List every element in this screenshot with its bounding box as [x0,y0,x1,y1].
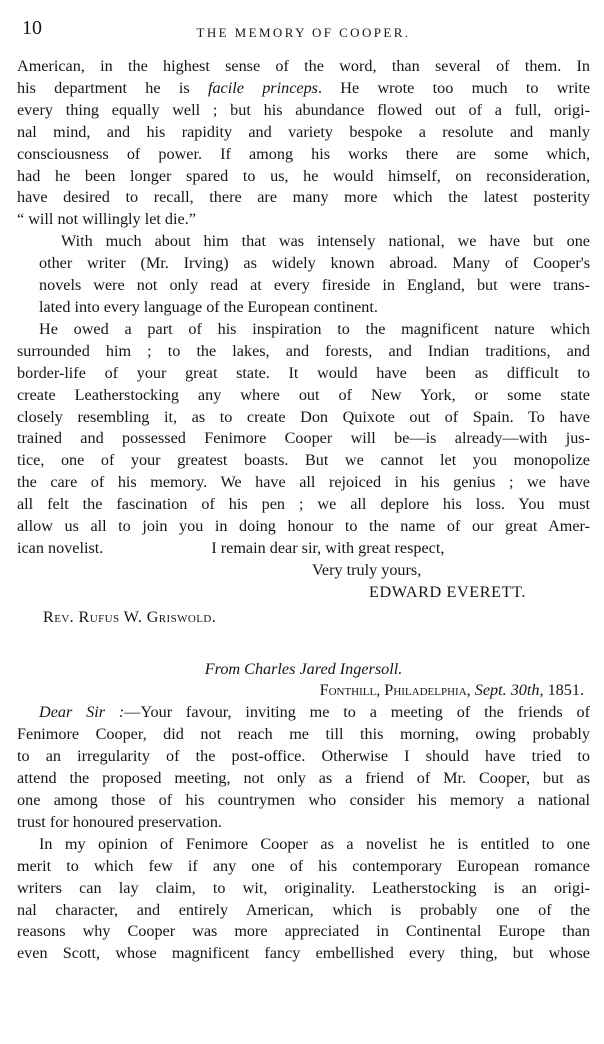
text-line: consciousness of power. If among his works there are some which, [17,144,590,163]
addressee: Rev. Rufus W. Griswold. [43,607,217,626]
letter-everett [17,56,590,629]
text-line: closely resembling it, as to create Don Quixote out of Spain. To have [17,407,590,426]
text-line-salutation [17,702,590,724]
text-line: border-life of your great state. It would have been as difficult to [17,363,590,382]
text-line: American, in the highest sense of the word, than several of them. In [17,57,590,75]
text-line: trained and possessed Fenimore Cooper will be—is already—with jus- [17,429,590,448]
text-line: tice, one of your greatest boasts. But we cannot let you monopolize [17,451,590,470]
paragraph-irving [17,231,590,319]
text-line: nal mind, and his rapidity and variety bespoke a resolute and manly [17,122,590,141]
text-line: With much about him that was intensely national, we have but one [61,232,590,251]
text-line: trust for honoured preservation. [17,812,222,831]
dateline-place: Fonthill, Philadelphia, [319,681,471,700]
letter-ingersoll [17,659,590,966]
paragraph-inspiration [17,319,590,560]
paragraph-favour [17,702,590,833]
running-title: THE MEMORY OF COOPER. [196,25,411,40]
text-line: all felt the fascination of his pen ; we all deplore his loss. You must [17,495,590,514]
dateline-year: 1851. [547,681,584,700]
text-line: writers can lay claim, to wit, originality. Leatherstocking is an origi- [17,878,590,897]
text-line-final [17,538,590,560]
text-line: every thing equally well ; but his abundance flowed out of a full, origi- [17,100,590,119]
text-line: even Scott, whose magnificent fancy embellished every thing, but whose [17,944,590,963]
page-header [17,17,590,46]
text-line: In my opinion of Fenimore Cooper as a novelist he is entitled to one [39,834,590,853]
text-line: create Leatherstocking any where out of New York, or some state [17,385,590,404]
text-line: Fenimore Cooper, did not reach me till this morning, owing probably [17,725,590,744]
dateline-date: Sept. 30th, [474,681,544,700]
text-line: —Your favour, inviting me to a meeting of the friends of [124,703,590,722]
text-line: surrounded him ; to the lakes, and forests, and Indian traditions, and [17,341,590,360]
text-line: merit to which few if any one of his contemporary European romance [17,856,590,875]
text-line: He owed a part of his inspiration to the magnificent nature which [39,319,590,338]
text-line: attend the proposed meeting, not only as a friend of Mr. Cooper, but as [17,769,590,788]
text-line: novels were not only read at every fireside in England, but were trans- [39,276,590,295]
paragraph-continuation [17,56,590,231]
text-line: nal character, and entirely American, which is probably one of the [17,900,590,919]
letter-heading: From Charles Jared Ingersoll. [204,659,403,678]
text-line: “ will not willingly let die.” [17,210,196,229]
text-line: to an irregularity of the post-office. Otherwise I should have tried to [17,747,590,766]
text-line-facile-princeps: his department he is facile princeps. He wrote too much to write [17,78,590,97]
text-line: have desired to recall, there are many more which the latest posterity [17,188,590,207]
salutation: Dear Sir : [39,703,125,722]
dateline [17,680,590,702]
text-line: other writer (Mr. Irving) as widely known abroad. Many of Cooper's [39,254,590,273]
text-line: one among those of his countrymen who consider his memory a national [17,791,590,809]
closing-phrase: Very truly yours, [312,560,422,579]
paragraph-originality [17,834,590,965]
closing-block [17,560,590,629]
signature: EDWARD EVERETT. [369,582,527,601]
last-line-left: ican novelist. [17,538,104,557]
text-line: the care of his memory. We have all rejoiced in his genius ; we have [17,473,590,492]
page-number: 10 [22,17,42,39]
text-line: allow us all to join you in doing honour to the name of our great Amer- [17,517,590,536]
text-line: reasons why Cooper was more appreciated in Continental Europe than [17,922,590,941]
sign-off-line: I remain dear sir, with great respect, [211,538,445,557]
text-line: had he been longer spared to us, he would himself, on reconsideration, [17,166,590,185]
text-line: lated into every language of the European continent. [39,297,378,316]
facile-princeps-italic: facile princeps [207,78,318,97]
